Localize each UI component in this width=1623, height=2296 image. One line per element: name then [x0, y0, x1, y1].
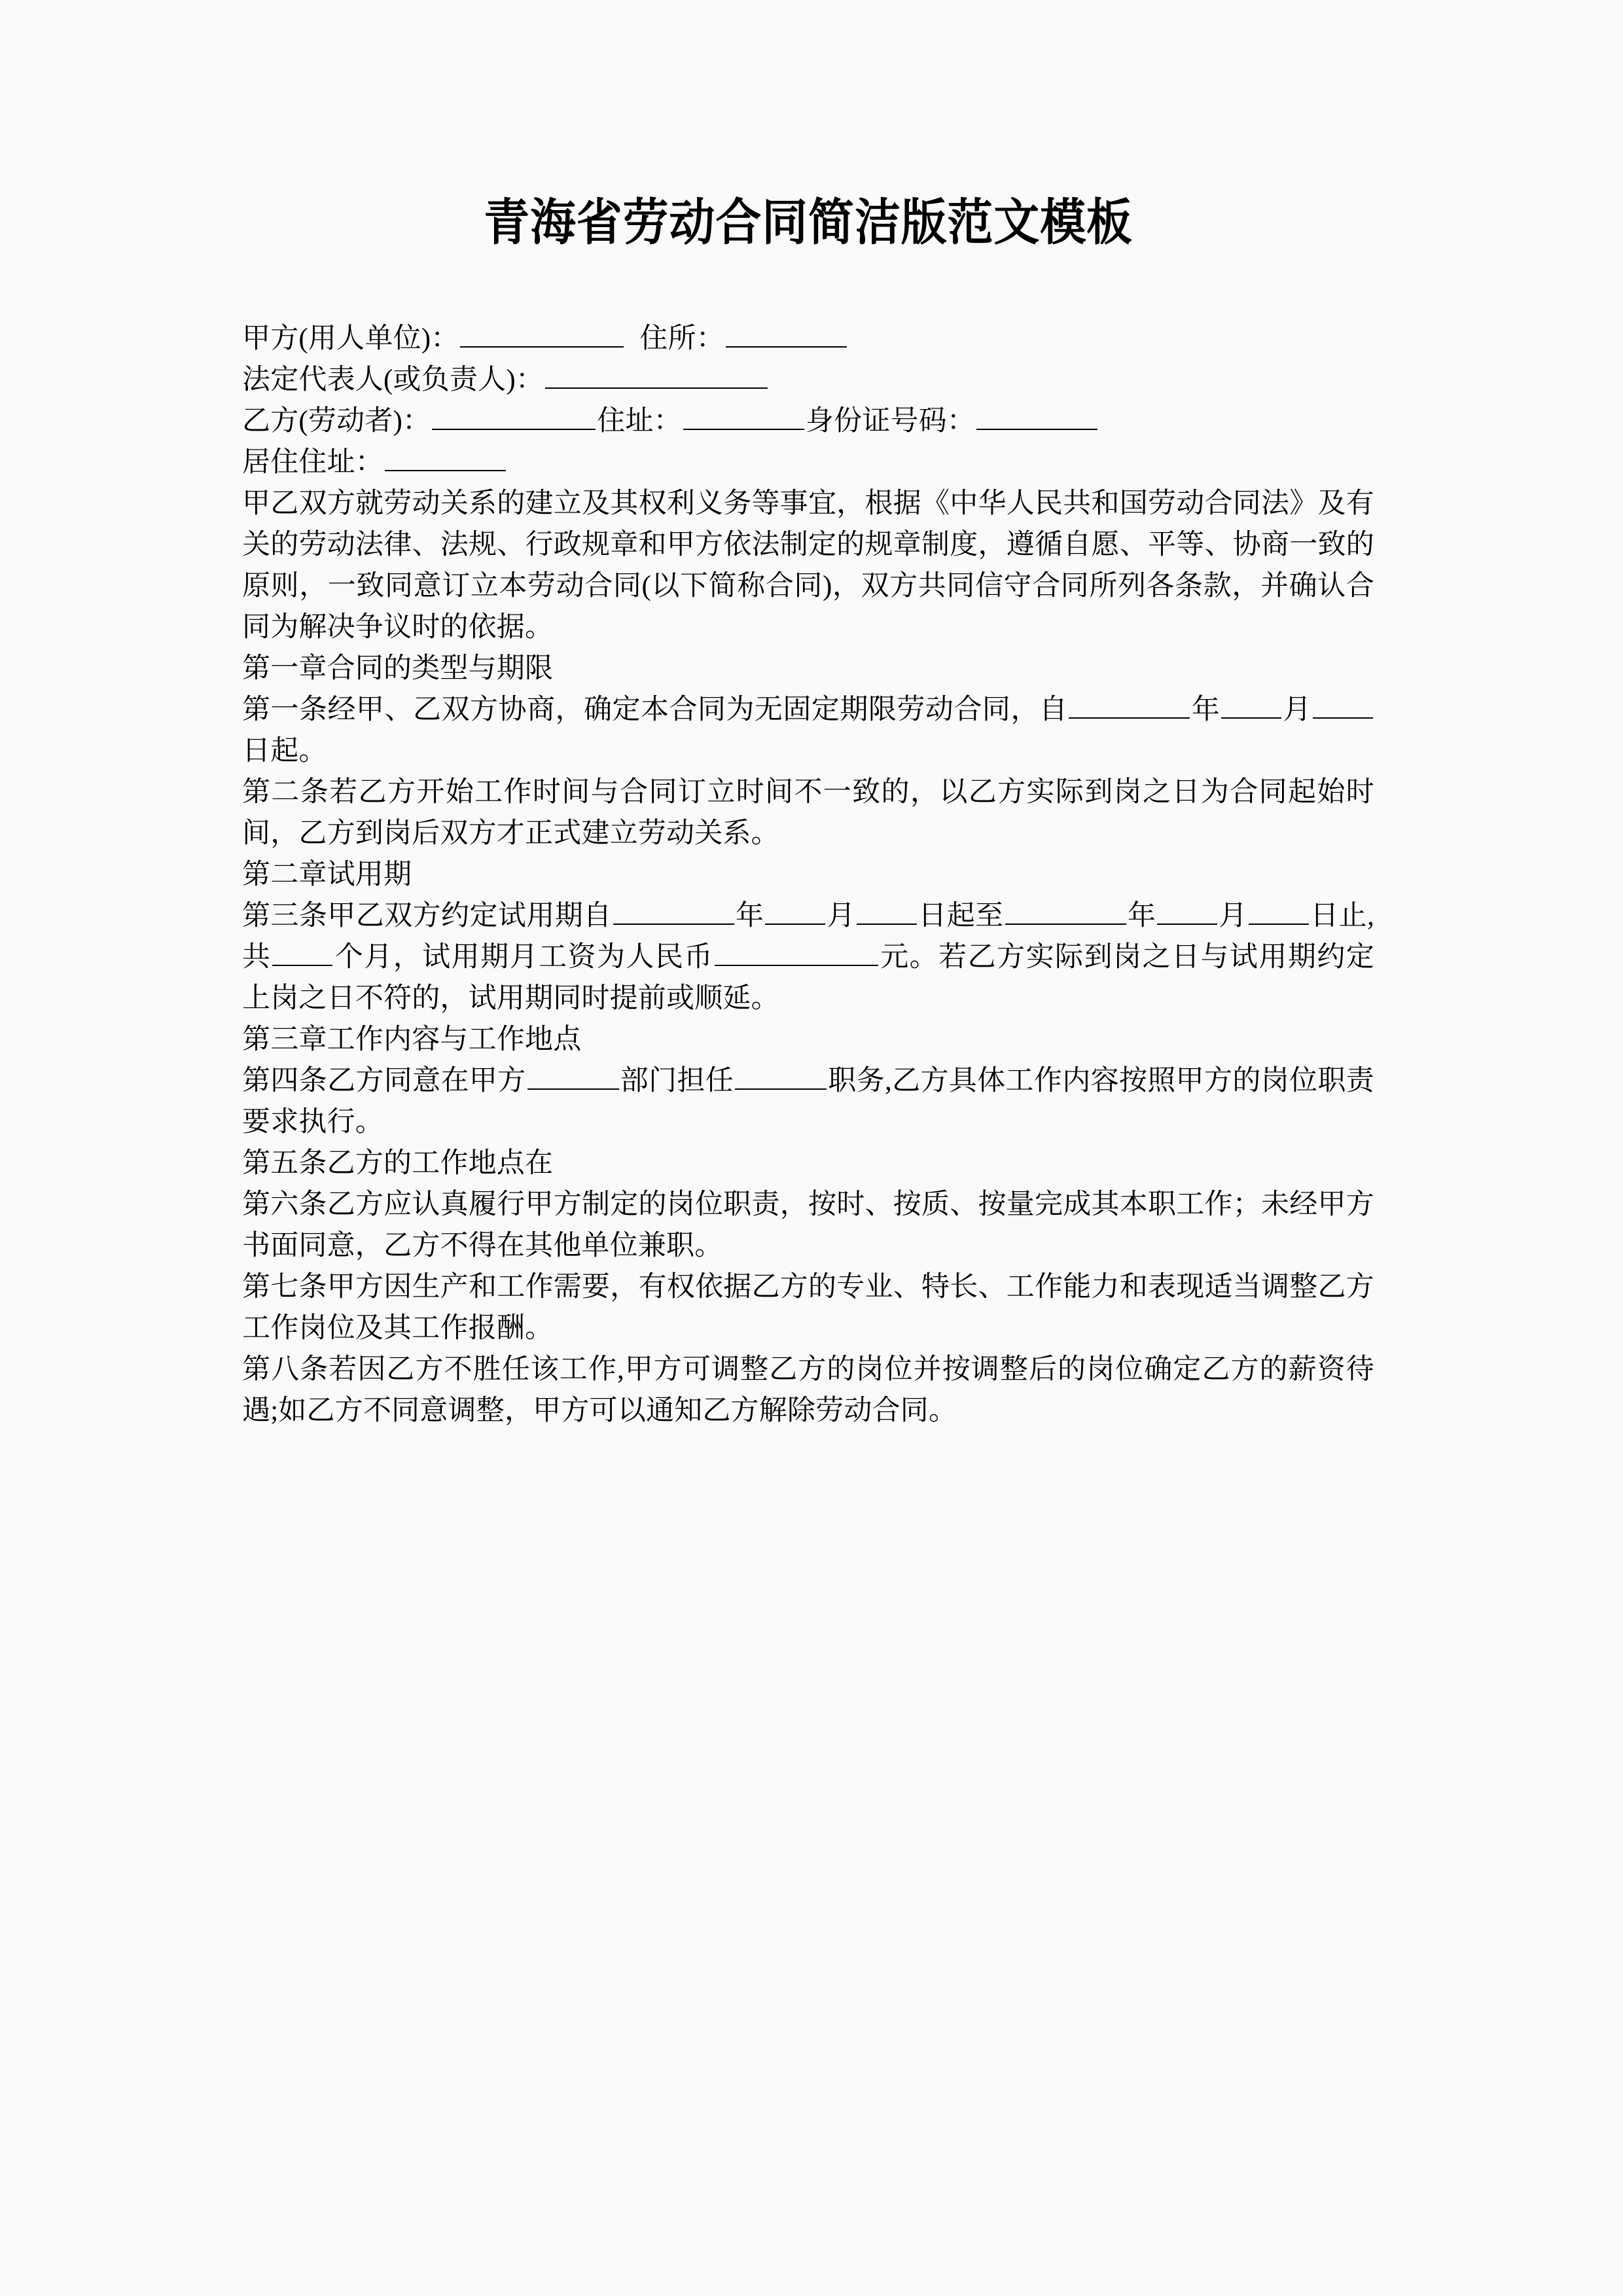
article-text: 第三条甲乙双方约定试用期自: [242, 901, 612, 932]
chapters-container: [242, 648, 1374, 1431]
document-content: [242, 0, 1374, 1431]
fill-in-blank[interactable]: [1157, 897, 1217, 925]
party-b-residence-blank[interactable]: [385, 443, 506, 471]
article-text: 第四条乙方同意在甲方: [242, 1066, 526, 1097]
article-text: 月: [1219, 901, 1247, 932]
article-text: 第五条乙方的工作地点在: [242, 1148, 554, 1179]
article-article-6: [242, 1184, 1374, 1266]
party-a-label: 甲方(用人单位)：: [242, 323, 459, 355]
legal-representative-line: [242, 359, 1374, 401]
article-article-8: [242, 1349, 1374, 1431]
fill-in-blank[interactable]: [1221, 691, 1281, 719]
fill-in-blank[interactable]: [272, 938, 332, 966]
article-text: 第六条乙方应认真履行甲方制定的岗位职责，按时、按质、按量完成其本职工作；未经甲方书面同意，乙方不得在其他单位兼职。: [242, 1189, 1374, 1262]
article-text: 日止,共: [242, 901, 1375, 973]
fill-in-blank[interactable]: [715, 938, 878, 966]
fill-in-blank[interactable]: [857, 897, 917, 925]
title-spacer: [242, 253, 1374, 318]
legal-rep-label: 法定代表人(或负责人)：: [242, 365, 544, 396]
article-text: 第二条若乙方开始工作时间与合同订立时间不一致的，以乙方实际到岗之日为合同起始时间，乙方到岗后双方才正式建立劳动关系。: [242, 777, 1374, 850]
party-a-address-blank[interactable]: [726, 319, 847, 348]
article-text: 年: [1127, 901, 1156, 932]
fill-in-blank[interactable]: [765, 897, 825, 925]
article-text: 日起至: [918, 901, 1004, 932]
article-text: 部门担任: [620, 1066, 734, 1097]
article-text: 第七条甲方因生产和工作需要，有权依据乙方的专业、特长、工作能力和表现适当调整乙方工作岗位及其工作报酬。: [242, 1272, 1374, 1344]
party-b-line: [242, 401, 1374, 442]
article-article-3: [242, 895, 1374, 1019]
article-text: 职务,乙方具体工作内容按照甲方的岗位职责要求执行。: [242, 1066, 1374, 1138]
fill-in-blank[interactable]: [1249, 897, 1309, 925]
party-b-address-blank[interactable]: [683, 402, 804, 430]
article-text: 第一条经甲、乙双方协商，确定本合同为无固定期限劳动合同，自: [242, 694, 1068, 726]
article-article-1: [242, 689, 1374, 772]
article-article-4: [242, 1060, 1374, 1143]
chapter-heading: 第三章工作内容与工作地点: [242, 1024, 582, 1056]
article-text: 个月，试用期月工资为人民币: [334, 942, 713, 973]
article-text: 日起。: [242, 736, 327, 767]
party-a-line: [242, 318, 1374, 359]
party-a-name-blank[interactable]: [460, 319, 624, 348]
fill-in-blank[interactable]: [1313, 691, 1373, 719]
article-article-7: [242, 1266, 1374, 1349]
article-text: 年: [735, 901, 764, 932]
fill-in-blank[interactable]: [527, 1062, 619, 1090]
party-a-address-label: 住所：: [639, 323, 724, 355]
article-article-2: [242, 772, 1374, 854]
party-b-address-label: 住址：: [597, 406, 682, 437]
party-b-residence-line: [242, 442, 1374, 483]
article-text: 元。若乙方实际到岗之日与试用期约定上岗之日不符的，试用期同时提前或顺延。: [242, 942, 1375, 1014]
fill-in-blank[interactable]: [613, 897, 734, 925]
fill-in-blank[interactable]: [1069, 691, 1190, 719]
fill-in-blank[interactable]: [1005, 897, 1126, 925]
party-b-label: 乙方(劳动者)：: [242, 406, 431, 437]
article-text: 年: [1191, 694, 1221, 726]
article-text: 月: [827, 901, 856, 932]
chapter-heading: 第二章试用期: [242, 859, 412, 891]
article-text: 第八条若因乙方不胜任该工作,甲方可调整乙方的岗位并按调整后的岗位确定乙方的薪资待遇;如乙方不同意调整，甲方可以通知乙方解除劳动合同。: [242, 1354, 1374, 1427]
fill-in-blank[interactable]: [735, 1062, 827, 1090]
party-b-residence-label: 居住住址：: [242, 447, 383, 478]
page-title: 青海省劳动合同简洁版范文模板: [484, 195, 1133, 251]
party-b-id-blank[interactable]: [976, 402, 1097, 430]
article-text: 月: [1283, 694, 1311, 726]
article-article-5: [242, 1143, 1374, 1184]
legal-rep-blank[interactable]: [545, 361, 768, 389]
party-b-id-label: 身份证号码：: [805, 406, 976, 437]
chapter-heading: 第一章合同的类型与期限: [242, 653, 554, 685]
party-b-name-blank[interactable]: [432, 402, 596, 430]
preamble-paragraph: 甲乙双方就劳动关系的建立及其权利义务等事宜，根据《中华人民共和国劳动合同法》及有关的劳动法律、法规、行政规章和甲方依法制定的规章制度，遵循自愿、平等、协商一致的原则，一致同意订立本劳动合同(以下简称合同)，双方共同信守合同所列各条款，并确认合同为解决争议时的依据。: [242, 488, 1374, 643]
